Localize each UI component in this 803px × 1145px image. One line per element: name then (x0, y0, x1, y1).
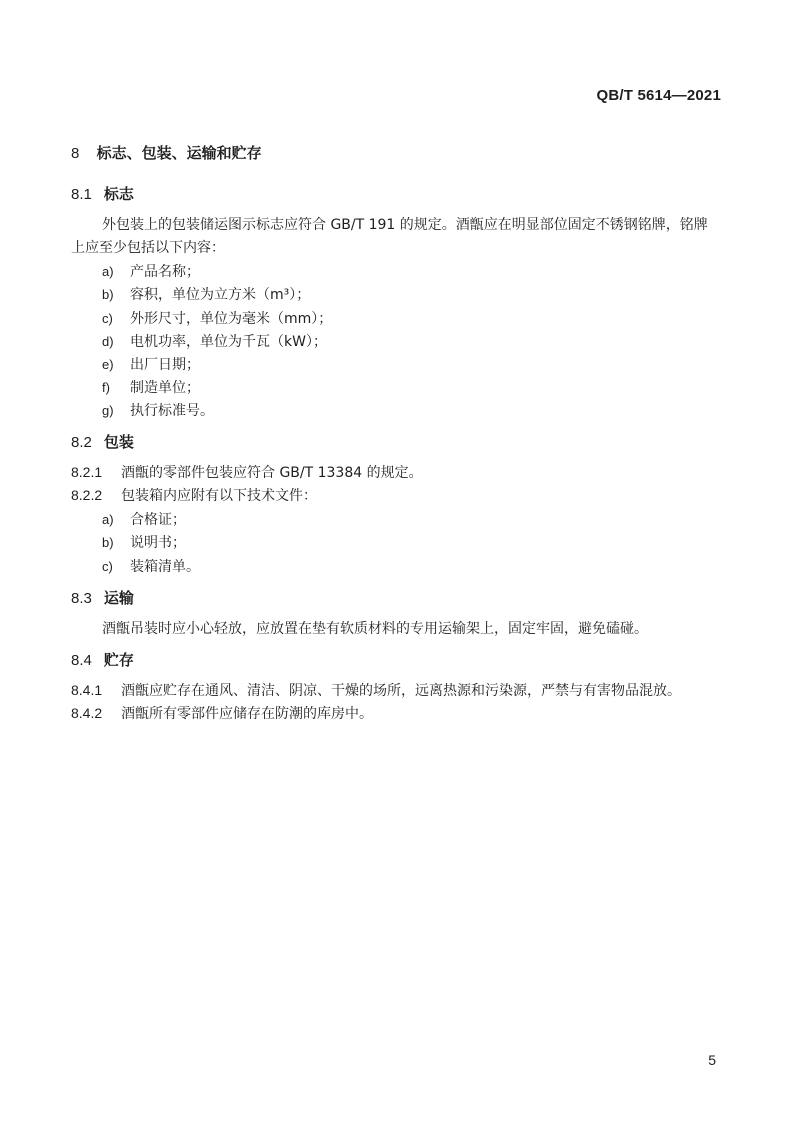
section-heading (71, 142, 262, 163)
clause-number: 8.4.1 (71, 682, 103, 698)
list-marker: c) (102, 559, 113, 574)
list-marker: f) (102, 380, 110, 395)
list-item-text: 外形尺寸，单位为毫米（mm）； (130, 311, 333, 327)
list-item (102, 400, 214, 420)
list-marker: c) (102, 311, 113, 326)
subsection-title: 运输 (103, 589, 134, 607)
list-item (102, 308, 332, 328)
clause-8-2-2 (71, 485, 317, 505)
subsection-number: 8.4 (71, 652, 92, 669)
clause-number: 8.2.1 (71, 464, 103, 480)
subsection-8-3-heading (71, 587, 134, 608)
list-item-text: 电机功率，单位为千瓦（kW）； (130, 334, 327, 350)
clause-text: 包装箱内应附有以下技术文件： (121, 488, 317, 504)
clause-8-4-2 (71, 703, 373, 723)
paragraph-line: 外包装上的包装储运图示标志应符合 GB/T 191 的规定。酒甑应在明显部位固定不锈钢铭牌，铭牌 (102, 217, 708, 233)
list-marker: g) (102, 403, 114, 418)
section-title: 标志、包装、运输和贮存 (96, 144, 262, 162)
subsection-8-4-heading (71, 649, 134, 670)
list-item (102, 284, 310, 304)
subsection-number: 8.2 (71, 434, 92, 451)
list-item-text: 产品名称； (130, 264, 200, 280)
list-item (102, 509, 186, 529)
list-item (102, 354, 200, 374)
list-item (102, 532, 186, 552)
list-item-text: 执行标准号。 (130, 403, 214, 419)
list-item-text: 说明书； (130, 535, 186, 551)
clause-8-2-1 (71, 462, 423, 482)
subsection-number: 8.1 (71, 186, 92, 203)
clause-number: 8.4.2 (71, 705, 103, 721)
subsection-title: 标志 (103, 185, 134, 203)
list-marker: a) (102, 264, 114, 279)
list-marker: a) (102, 512, 114, 527)
list-item (102, 556, 200, 576)
clause-text: 酒甑的零部件包装应符合 GB/T 13384 的规定。 (121, 465, 423, 481)
section-number: 8 (71, 145, 80, 162)
list-marker: b) (102, 287, 114, 302)
standard-code: QB/T 5614—2021 (596, 87, 721, 104)
clause-text: 酒甑应贮存在通风、清洁、阴凉、干燥的场所，远离热源和污染源，严禁与有害物品混放。 (121, 683, 681, 699)
list-item (102, 261, 200, 281)
subsection-title: 包装 (103, 433, 134, 451)
subsection-number: 8.3 (71, 590, 92, 607)
list-marker: e) (102, 357, 114, 372)
paragraph-line: 酒甑吊装时应小心轻放，应放置在垫有软质材料的专用运输架上，固定牢固，避免磕碰。 (102, 621, 648, 637)
list-item-text: 容积，单位为立方米（m³）； (130, 287, 311, 303)
list-item (102, 331, 327, 351)
list-item-text: 制造单位； (130, 380, 200, 396)
list-marker: b) (102, 535, 114, 550)
list-marker: d) (102, 334, 114, 349)
clause-text: 酒甑所有零部件应储存在防潮的库房中。 (121, 706, 373, 722)
page-number: 5 (708, 1052, 716, 1068)
list-item-text: 出厂日期； (130, 357, 200, 373)
list-item-text: 合格证； (130, 512, 186, 528)
subsection-8-1-heading (71, 183, 134, 204)
clause-number: 8.2.2 (71, 487, 103, 503)
clause-8-4-1 (71, 680, 681, 700)
list-item-text: 装箱清单。 (130, 559, 200, 575)
subsection-8-2-heading (71, 431, 134, 452)
paragraph-line: 上应至少包括以下内容： (71, 240, 225, 256)
list-item (102, 377, 200, 397)
subsection-title: 贮存 (103, 651, 134, 669)
